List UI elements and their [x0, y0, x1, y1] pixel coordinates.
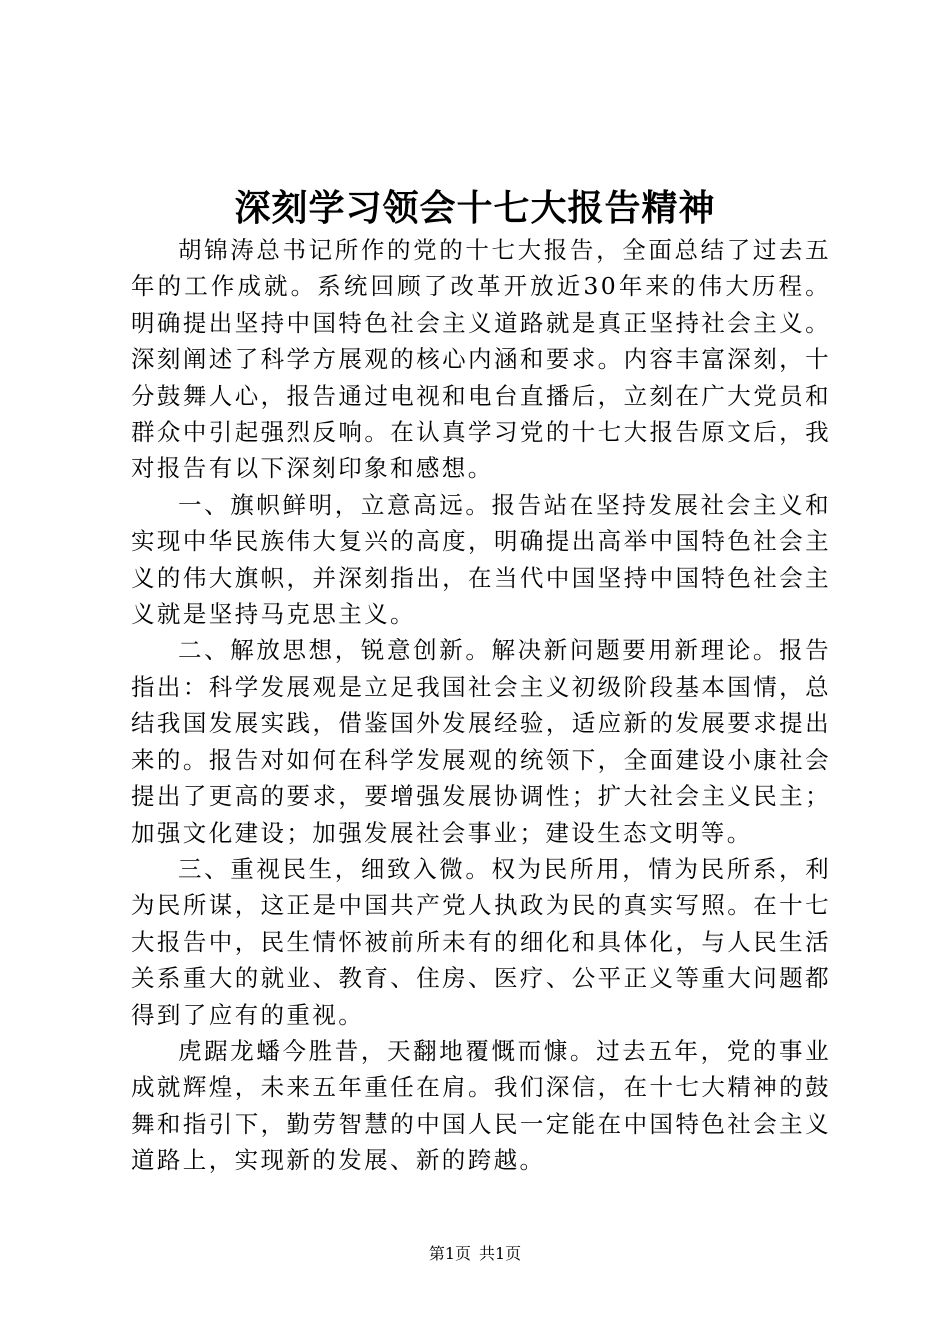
page-footer [0, 1242, 950, 1266]
page-number: 第1页 [428, 1244, 471, 1263]
paragraph-point-two: 二、解放思想，锐意创新。解决新问题要用新理论。报告指出：科学发展观是立足我国社会主义初级阶段基本国情，总结我国发展实践，借鉴国外发展经验，适应新的发展要求提出来的。报告对如何在科学发展观的统领下，全面建设小康社会提出了更高的要求，要增强发展协调性；扩大社会主义民主；加强文化建设；加强发展社会事业；建设生态文明等。 [131, 636, 831, 847]
paragraph-point-one: 一、旗帜鲜明，立意高远。报告站在坚持发展社会主义和实现中华民族伟大复兴的高度，明确提出高举中国特色社会主义的伟大旗帜，并深刻指出，在当代中国坚持中国特色社会主义就是坚持马克思主义。 [131, 490, 831, 629]
paragraph-point-three: 三、重视民生，细致入微。权为民所用，情为民所系，利为民所谋，这正是中国共产党人执政为民的真实写照。在十七大报告中，民生情怀被前所未有的细化和具体化，与人民生活关系重大的就业、教育、住房、医疗、公平正义等重大问题都得到了应有的重视。 [131, 854, 831, 1029]
document-title: 深刻学习领会十七大报告精神 [234, 187, 716, 229]
document-body [131, 232, 831, 1179]
paragraph-conclusion: 虎踞龙蟠今胜昔，天翻地覆慨而慷。过去五年，党的事业成就辉煌，未来五年重任在肩。我们深信，在十七大精神的鼓舞和指引下，勤劳智慧的中国人民一定能在中国特色社会主义道路上，实现新的发展、新的跨越。 [131, 1036, 831, 1175]
page-total: 共1页 [479, 1244, 522, 1263]
paragraph-intro: 胡锦涛总书记所作的党的十七大报告，全面总结了过去五年的工作成就。系统回顾了改革开放近30年来的伟大历程。明确提出坚持中国特色社会主义道路就是真正坚持社会主义。深刻阐述了科学方展观的核心内涵和要求。内容丰富深刻，十分鼓舞人心，报告通过电视和电台直播后，立刻在广大党员和群众中引起强烈反响。在认真学习党的十七大报告原文后，我对报告有以下深刻印象和感想。 [131, 236, 831, 483]
